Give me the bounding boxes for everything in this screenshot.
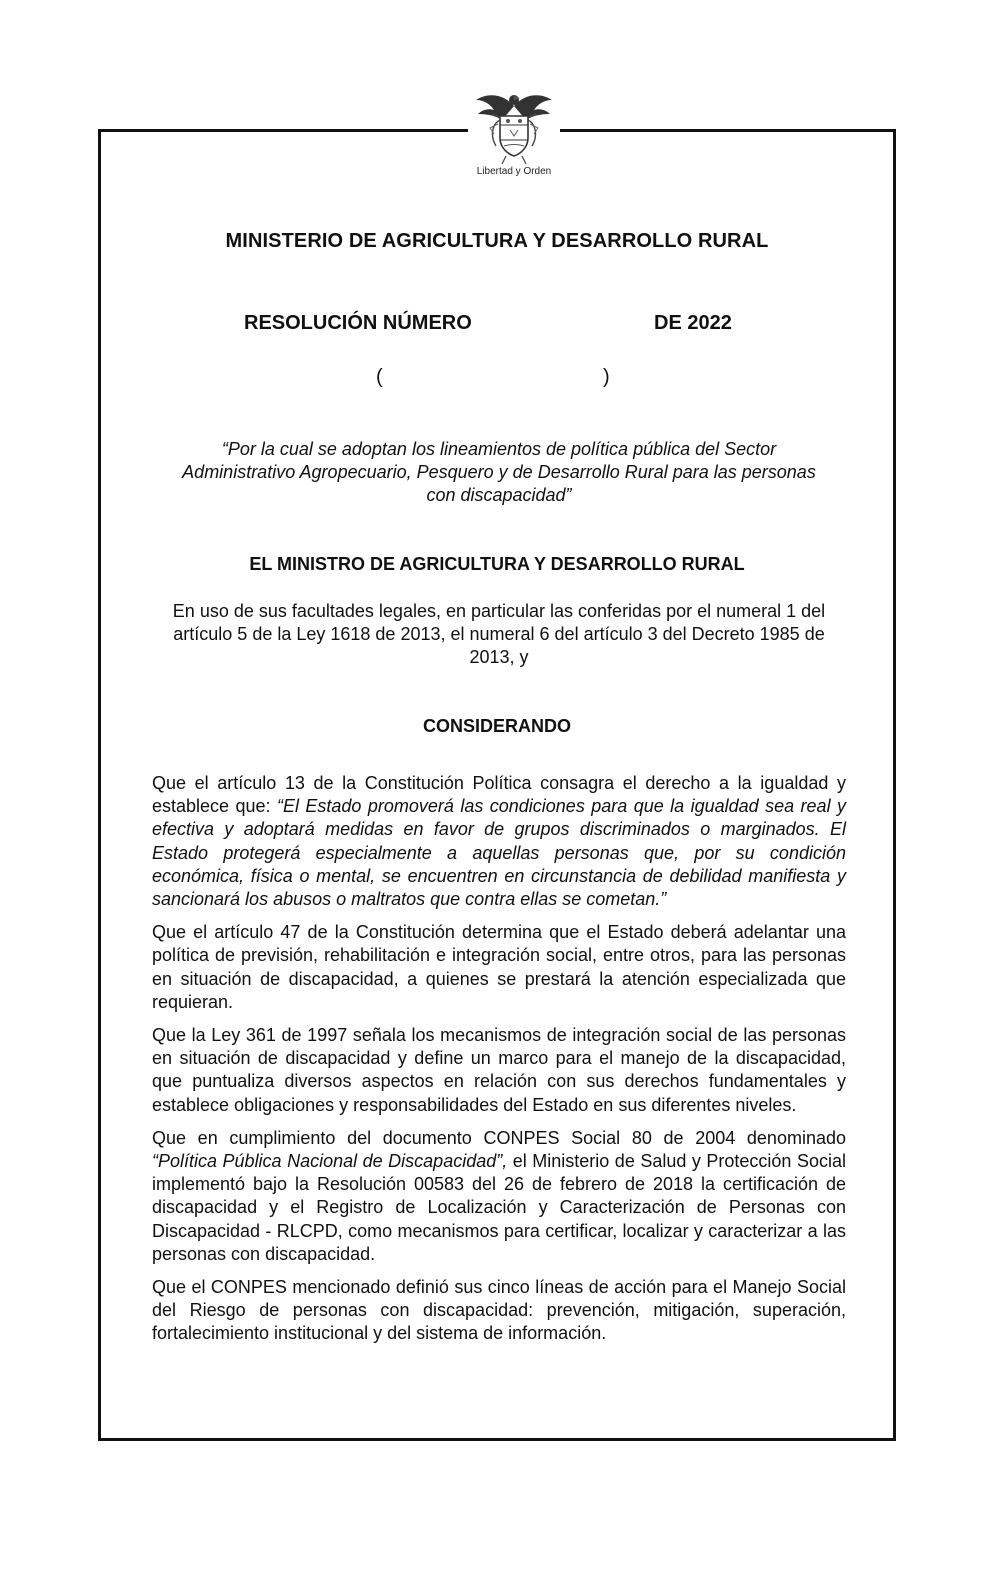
ministry-title: MINISTERIO DE AGRICULTURA Y DESARROLLO RURAL (225, 230, 769, 252)
consideration-paragraph-1 (152, 772, 846, 911)
legal-faculties: En uso de sus facultades legales, en particular las conferidas por el numeral 1 del artículo 5 de la Ley 1618 de 2013, el numeral 6 del artículo 3 del Decreto 1985 de 2013, y (172, 601, 826, 667)
considerations-body (152, 772, 846, 1356)
consideration-paragraph-5: Que el CONPES mencionado definió sus cinco líneas de acción para el Manejo Social del Riesgo de personas con discapacidad: prevención, mitigación, superación, fortalecimiento institucional y del sistema de información. (152, 1277, 846, 1344)
resolution-date-open-paren: ( (376, 366, 383, 388)
paragraph-4-text-b: el Ministerio de Salud y Protección Social implementó bajo la Resolución 00583 del 26 de febrero de 2018 la certificación de discapacidad y el Registro de Localización y Caracterización de Personas con Discapacidad - RLCPD, como mecanismos para certificar, localizar y caracterizar a las personas con discapacidad. (152, 1151, 846, 1264)
seal-motto: Libertad y Orden (476, 166, 552, 177)
consideration-paragraph-3: Que la Ley 361 de 1997 señala los mecanismos de integración social de las personas en situación de discapacidad y define un marco para el manejo de la discapacidad, que puntualiza diversos aspectos en relación con sus derechos fundamentales y establece obligaciones y responsabilidades del Estado en sus diferentes niveles. (152, 1025, 846, 1115)
consideration-paragraph-2: Que el artículo 47 de la Constitución determina que el Estado deberá adelantar una política de previsión, rehabilitación e integración social, entre otros, para las personas en situación de discapacidad, a quienes se prestará la atención especializada que requieran. (152, 922, 846, 1012)
resolution-subject: “Por la cual se adoptan los lineamientos de política pública del Sector Administrativo Agropecuario, Pesquero y de Desarrollo Rural para las personas con discapacidad” (182, 439, 816, 505)
paragraph-4-text-a: Que en cumplimiento del documento CONPES Social 80 de 2004 denominado (152, 1127, 846, 1148)
paragraph-1-text: Que el artículo 13 de la Constitución Política consagra el derecho a la igualdad y establece que: (152, 773, 846, 817)
minister-title: EL MINISTRO DE AGRICULTURA Y DESARROLLO RURAL (249, 554, 745, 574)
consideration-paragraph-4 (152, 1127, 846, 1266)
paragraph-1-quote: “El Estado promoverá las condiciones para que la igualdad sea real y efectiva y adoptará medidas en favor de grupos discriminados o marginados. El Estado protegerá especialmente a aquellas personas que, por su condición económica, física o mental, se encuentren en circunstancia de debilidad manifiesta y sancionará los abusos o maltratos que contra ellas se cometan.” (152, 796, 846, 910)
resolution-number-label: RESOLUCIÓN NÚMERO (244, 312, 472, 334)
resolution-date-close-paren: ) (603, 366, 610, 388)
considerando-heading: CONSIDERANDO (422, 716, 571, 736)
resolution-year: DE 2022 (654, 312, 732, 334)
paragraph-4-quote: “Política Pública Nacional de Discapacidad”, (152, 1151, 508, 1172)
